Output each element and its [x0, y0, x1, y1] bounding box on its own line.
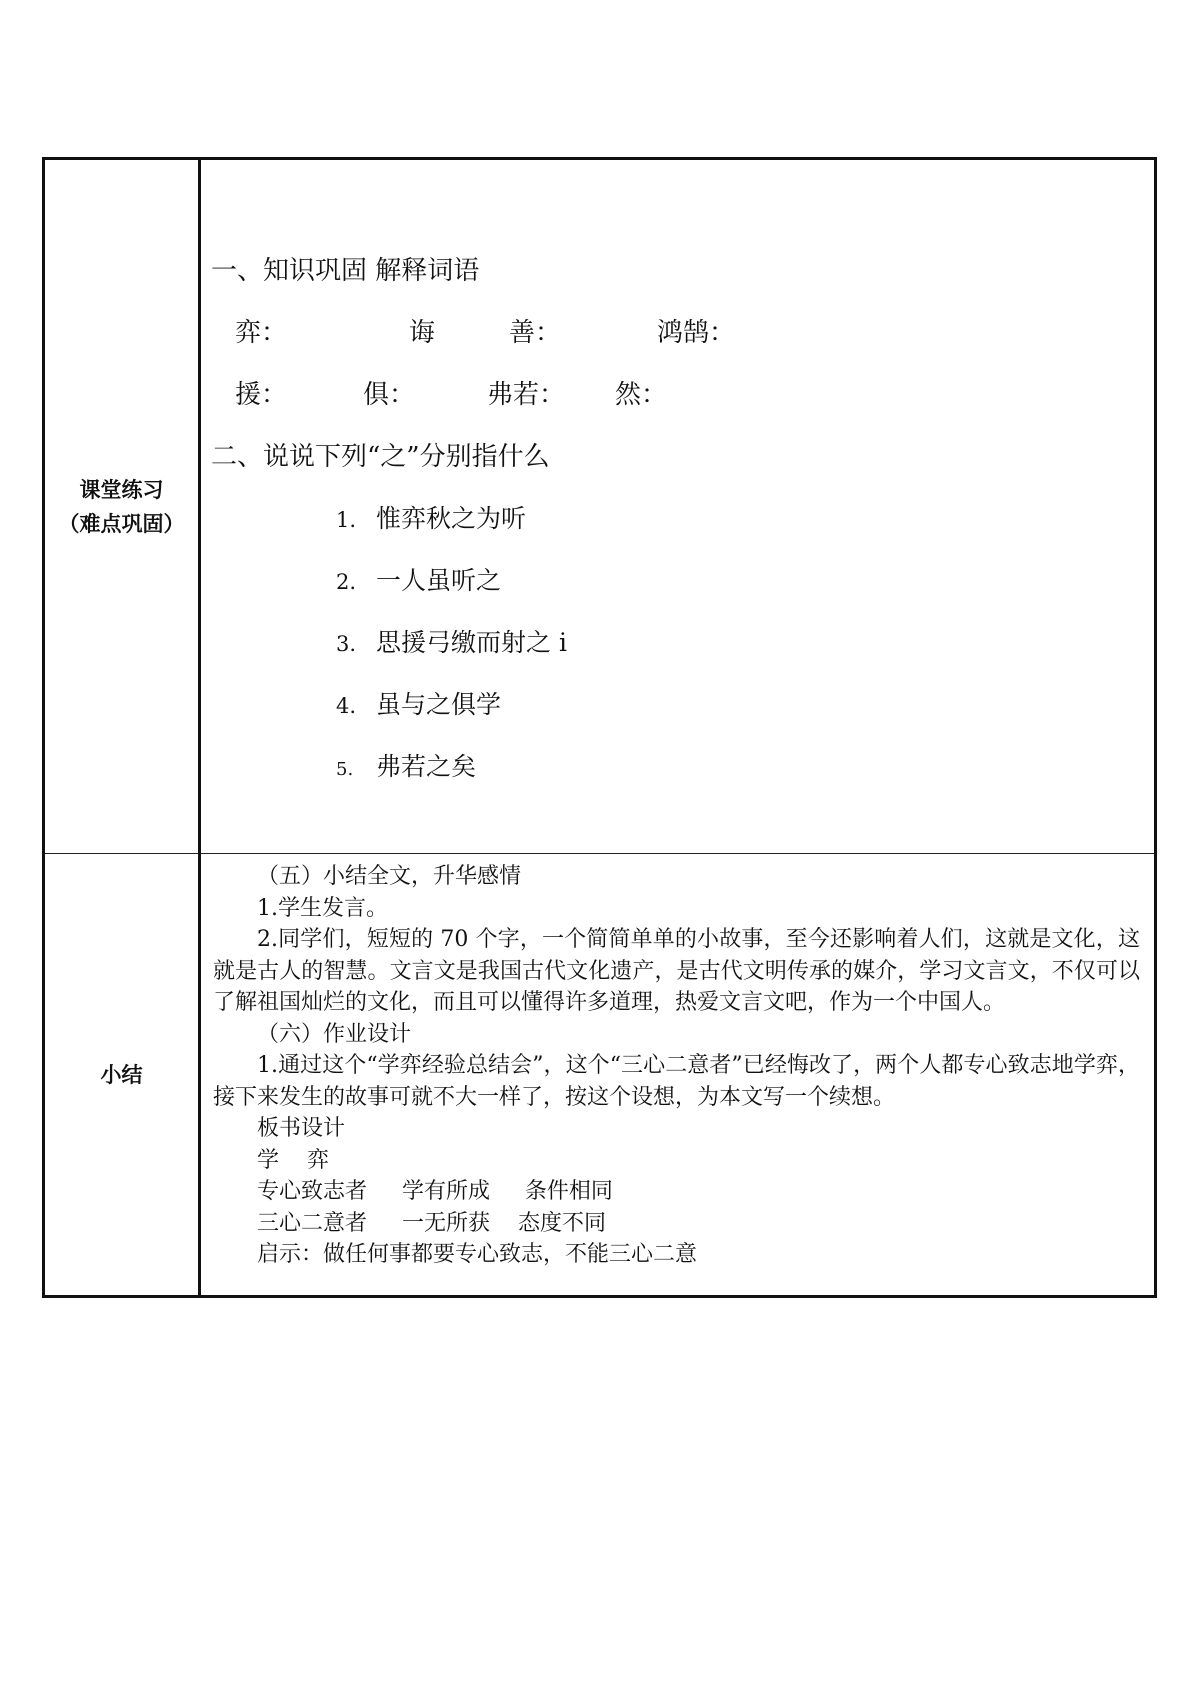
board-title: 板书设计 — [257, 1116, 346, 1141]
practice-label-line2: （难点巩固） — [58, 511, 185, 536]
sentence-item: 4. 虽与之俱学 — [336, 690, 502, 719]
sentence-item: 5. 弗若之矣 — [336, 752, 477, 781]
practice-label-cell — [44, 159, 200, 854]
summary-item-2: 2.同学们，短短的 70 个字，一个简简单单的小故事，至今还影响着人们，这就是文化，这就是古人的智慧。文言文是我国古代文化遗产，是古代文明传承的媒介，学习文言文，不仅可以了解祖国灿烂的文化，而且可以懂得许多道理，热爱文言文吧，作为一个中国人。 — [213, 927, 1140, 1015]
term: 弈： — [235, 318, 288, 348]
sentence-item: 3. 思援弓缴而射之 i — [336, 628, 567, 657]
terms-row-2 — [211, 364, 1154, 426]
homework-item-1: 1.通过这个“学弈经验总结会”，这个“三心二意者”已经悔改了，两个人都专心致志地学弈，接下来发生的故事可就不大一样了，按这个设想，为本文写一个续想。 — [213, 1053, 1140, 1110]
practice-heading-1: 一、知识巩固 解释词语 — [211, 256, 480, 286]
practice-content-cell — [200, 159, 1156, 854]
term: 鸿鹄： — [657, 318, 736, 348]
term: 诲 — [409, 318, 436, 348]
board-line-2: 专心致志者 学有所成 条件相同 — [257, 1179, 613, 1204]
term: 弗若： — [487, 380, 566, 410]
summary-content-cell — [200, 854, 1156, 1297]
practice-heading-2: 二、说说下列“之”分别指什么 — [211, 442, 550, 472]
practice-label-line1: 课堂练习 — [79, 477, 164, 502]
lesson-plan-table — [42, 157, 1157, 1298]
section5-title: （五）小结全文，升华感情 — [257, 864, 522, 889]
sentence-item: 1. 惟弈秋之为听 — [336, 504, 527, 533]
term: 援： — [235, 380, 288, 410]
board-line-1: 学 弈 — [257, 1147, 329, 1173]
terms-row-1 — [211, 302, 1154, 364]
summary-label: 小结 — [100, 1062, 143, 1087]
section6-title: （六）作业设计 — [257, 1021, 412, 1047]
practice-row — [44, 159, 1156, 854]
board-line-4: 启示：做任何事都要专心致志，不能三心二意 — [257, 1242, 698, 1267]
board-line-3: 三心二意者 一无所获 态度不同 — [257, 1210, 606, 1236]
summary-item-1: 1.学生发言。 — [257, 895, 388, 921]
summary-row — [44, 854, 1156, 1297]
sentence-item: 2. 一人虽听之 — [336, 566, 502, 595]
summary-label-cell — [44, 854, 200, 1297]
term: 善： — [509, 318, 562, 348]
term: 然： — [615, 380, 668, 410]
term: 俱： — [363, 380, 416, 410]
